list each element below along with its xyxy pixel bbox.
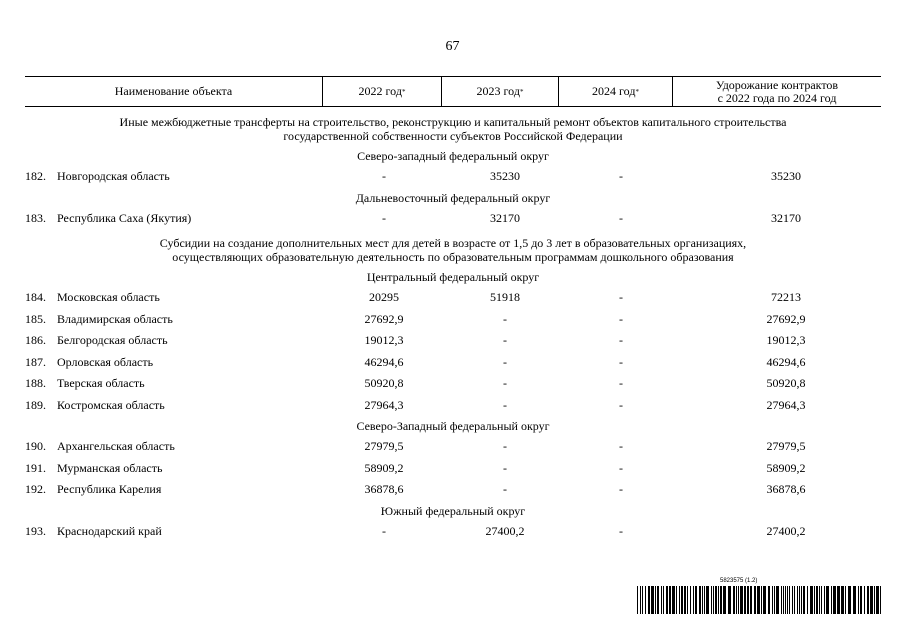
value-2024: -: [619, 169, 623, 184]
section-heading: [25, 416, 881, 436]
row-number: 185.: [25, 311, 46, 326]
region-name: Краснодарский край: [57, 523, 162, 538]
header-2024-label: 2024 год: [592, 84, 636, 98]
row-number: 186.: [25, 333, 46, 348]
barcode-label: 5823575 (1.2): [720, 578, 758, 584]
value-diff: 27964,3: [766, 397, 806, 412]
value-2022: -: [382, 523, 386, 538]
value-2023: -: [503, 397, 507, 412]
value-2022: 19012,3: [364, 333, 404, 348]
value-2022: 27979,5: [364, 439, 404, 454]
header-diff: [673, 77, 881, 106]
value-2023: -: [503, 311, 507, 326]
header-name: [25, 77, 323, 106]
region-name: Белгородская область: [57, 333, 168, 348]
value-2024: -: [619, 482, 623, 497]
region-name: Московская область: [57, 290, 160, 305]
row-number: 191.: [25, 460, 46, 475]
value-2022: 20295: [369, 290, 399, 305]
value-diff: 35230: [771, 169, 801, 184]
section-heading-line: Субсидии на создание дополнительных мест для детей в возрасте от 1,5 до 3 лет в образовательных организациях,: [159, 236, 747, 250]
region-name: Мурманская область: [57, 460, 163, 475]
table-row: [25, 436, 881, 458]
header-name-label: Наименование объекта: [114, 84, 233, 98]
value-2024: -: [619, 311, 623, 326]
value-2023: -: [503, 376, 507, 391]
value-2023: 27400,2: [485, 523, 525, 538]
region-name: Новгородская область: [57, 169, 170, 184]
value-2024: -: [619, 376, 623, 391]
value-2023: 51918: [490, 290, 520, 305]
table-row: [25, 521, 881, 543]
table-row: [25, 395, 881, 417]
table-row: [25, 166, 881, 188]
header-2023-label: 2023 год: [476, 84, 520, 98]
region-name: Орловская область: [57, 354, 154, 369]
row-number: 190.: [25, 439, 46, 454]
value-2022: -: [382, 210, 386, 225]
section-heading-line: осуществляющих образовательную деятельность по образовательным программам дошкольного образования: [172, 250, 734, 264]
header-2023: 2023 год *: [442, 77, 559, 106]
value-2022: 27692,9: [364, 311, 404, 326]
value-diff: 46294,6: [766, 354, 806, 369]
value-diff: 58909,2: [766, 460, 806, 475]
value-diff: 27979,5: [766, 439, 806, 454]
value-diff: 27692,9: [766, 311, 806, 326]
value-2022: 58909,2: [364, 460, 404, 475]
value-diff: 32170: [771, 210, 801, 225]
value-diff: 72213: [771, 290, 801, 305]
table-row: [25, 287, 881, 309]
value-2023: -: [503, 333, 507, 348]
section-heading: [25, 501, 881, 521]
value-2024: -: [619, 333, 623, 348]
section-heading: [25, 229, 881, 267]
page-number: 67: [445, 39, 460, 54]
region-name: Тверская область: [57, 376, 145, 391]
value-diff: 36878,6: [766, 482, 806, 497]
value-2024: -: [619, 397, 623, 412]
table-row: [25, 352, 881, 374]
value-2024: -: [619, 210, 623, 225]
section-heading-line: государственной собственности субъектов Российской Федерации: [283, 129, 623, 143]
row-number: 183.: [25, 210, 46, 225]
value-diff: 27400,2: [766, 523, 806, 538]
section-heading-line: Дальневосточный федеральный округ: [355, 190, 551, 205]
row-number: 192.: [25, 482, 46, 497]
value-2022: -: [382, 169, 386, 184]
value-diff: 19012,3: [766, 333, 806, 348]
row-number: 189.: [25, 397, 46, 412]
value-2023: 35230: [490, 169, 520, 184]
value-2024: -: [619, 523, 623, 538]
table-row: [25, 330, 881, 352]
row-number: 187.: [25, 354, 46, 369]
section-heading-line: Северо-Западный федеральный округ: [356, 419, 550, 433]
header-2024: 2024 год *: [559, 77, 673, 106]
header-diff-line2: с 2022 года по 2024 год: [717, 90, 837, 105]
value-2024: -: [619, 290, 623, 305]
header-2022: 2022 год *: [323, 77, 442, 106]
table-row: [25, 373, 881, 395]
value-2023: -: [503, 439, 507, 454]
table-body: [25, 108, 881, 542]
table-row: [25, 458, 881, 480]
section-heading: [25, 108, 881, 146]
row-number: 188.: [25, 376, 46, 391]
section-heading-line: Иные межбюджетные трансферты на строительство, реконструкцию и капитальный ремонт объектов капитального строительства: [119, 115, 787, 129]
barcode-icon: [637, 586, 881, 614]
table-row: [25, 309, 881, 331]
section-heading: [25, 267, 881, 287]
header-diff-line1: Удорожание контрактов: [715, 77, 839, 92]
region-name: Республика Саха (Якутия): [57, 210, 192, 225]
value-2022: 50920,8: [364, 376, 404, 391]
value-2024: -: [619, 460, 623, 475]
value-2024: -: [619, 439, 623, 454]
value-2024: -: [619, 354, 623, 369]
header-2022-label: 2022 год: [358, 84, 402, 98]
row-number: 193.: [25, 523, 46, 538]
value-2023: -: [503, 482, 507, 497]
value-2022: 46294,6: [364, 354, 404, 369]
value-2022: 27964,3: [364, 397, 404, 412]
section-heading: [25, 188, 881, 208]
row-number: 182.: [25, 169, 46, 184]
region-name: Владимирская область: [57, 311, 173, 326]
value-2023: 32170: [490, 210, 520, 225]
row-number: 184.: [25, 290, 46, 305]
value-2022: 36878,6: [364, 482, 404, 497]
region-name: Республика Карелия: [57, 482, 162, 497]
value-2023: -: [503, 460, 507, 475]
section-heading-line: Центральный федеральный округ: [366, 270, 540, 284]
section-heading-line: Южный федеральный округ: [380, 503, 526, 518]
value-2023: -: [503, 354, 507, 369]
section-heading: [25, 146, 881, 166]
region-name: Костромская область: [57, 397, 165, 412]
table-row: [25, 479, 881, 501]
section-heading-line: Северо-западный федеральный округ: [357, 149, 549, 163]
table-row: [25, 208, 881, 230]
table-header: [25, 76, 881, 107]
region-name: Архангельская область: [57, 439, 175, 454]
value-diff: 50920,8: [766, 376, 806, 391]
